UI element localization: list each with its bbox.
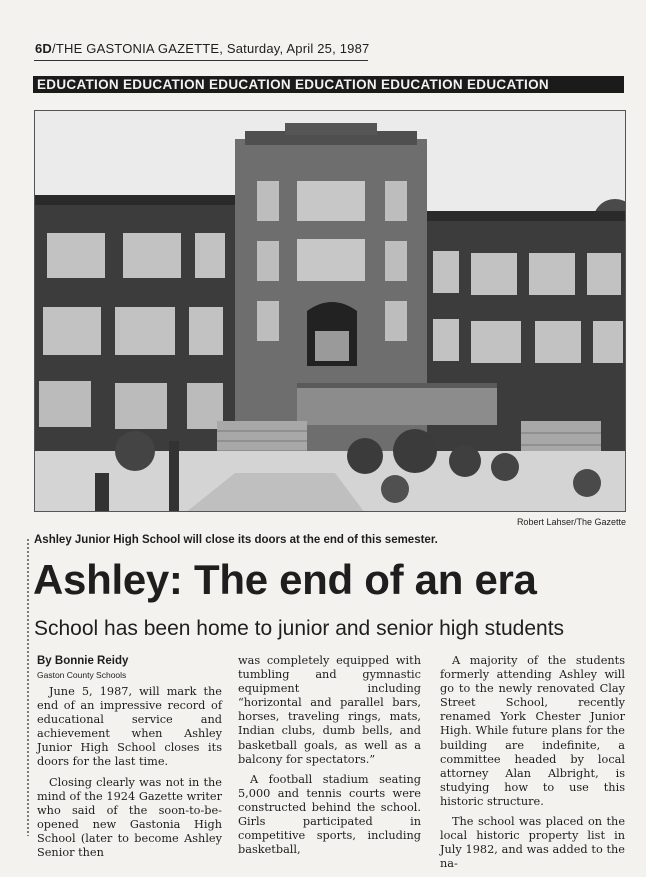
folio-text: THE GASTONIA GAZETTE, Saturday, April 25, 1987 xyxy=(55,41,370,56)
paragraph: The school was placed on the local historic property list in July 1982, and was added to the na- xyxy=(440,815,625,871)
school-photo xyxy=(34,110,626,512)
paragraph: A majority of the students formerly attending Ashley will go to the newly renovated Clay Street School, recently renamed York Chester Junior High. While future plans for the building are indefinite, a committee headed by local attorney Alan Albright, is studying how to use this historic structure. xyxy=(440,654,625,808)
article-column-1 xyxy=(37,685,222,866)
paragraph: was completely equipped with tumbling and gymnastic equipment including “horizontal and parallel bars, horses, traveling rings, mats, Indian clubs, dumb bells, and basketball goals, as well as a balcony for spectators.” xyxy=(238,654,421,766)
byline: By Bonnie Reidy xyxy=(37,655,129,667)
folio-rule xyxy=(34,60,368,61)
section-banner: EDUCATION EDUCATION EDUCATION EDUCATION EDUCATION EDUCATION xyxy=(33,76,624,93)
paragraph: A football stadium seating 5,000 and tennis courts were constructed behind the school. Girls participated in competitive sports, including basketball, xyxy=(238,772,421,857)
article-column-2 xyxy=(238,654,421,863)
page-number: 6D xyxy=(35,41,53,56)
dotted-border xyxy=(26,538,30,836)
school-building-illustration xyxy=(35,111,626,512)
page-folio xyxy=(35,41,369,56)
byline-affiliation: Gaston County Schools xyxy=(37,670,127,680)
headline: Ashley: The end of an era xyxy=(33,556,537,603)
paragraph: Closing clearly was not in the mind of the 1924 Gazette writer who said of the soon-to-be-opened new Gastonia High School (later to become Ashley Senior then xyxy=(37,775,222,860)
paragraph: June 5, 1987, will mark the end of an impressive record of educational service and achievement when Ashley Junior High School closes its doors for the last time. xyxy=(37,685,222,769)
subhead: School has been home to junior and senior high students xyxy=(34,617,565,640)
photo-caption: Ashley Junior High School will close its doors at the end of this semester. xyxy=(34,534,438,546)
photo-credit: Robert Lahser/The Gazette xyxy=(516,517,626,527)
folio-separator: / xyxy=(52,41,56,56)
article-column-3 xyxy=(440,654,625,877)
